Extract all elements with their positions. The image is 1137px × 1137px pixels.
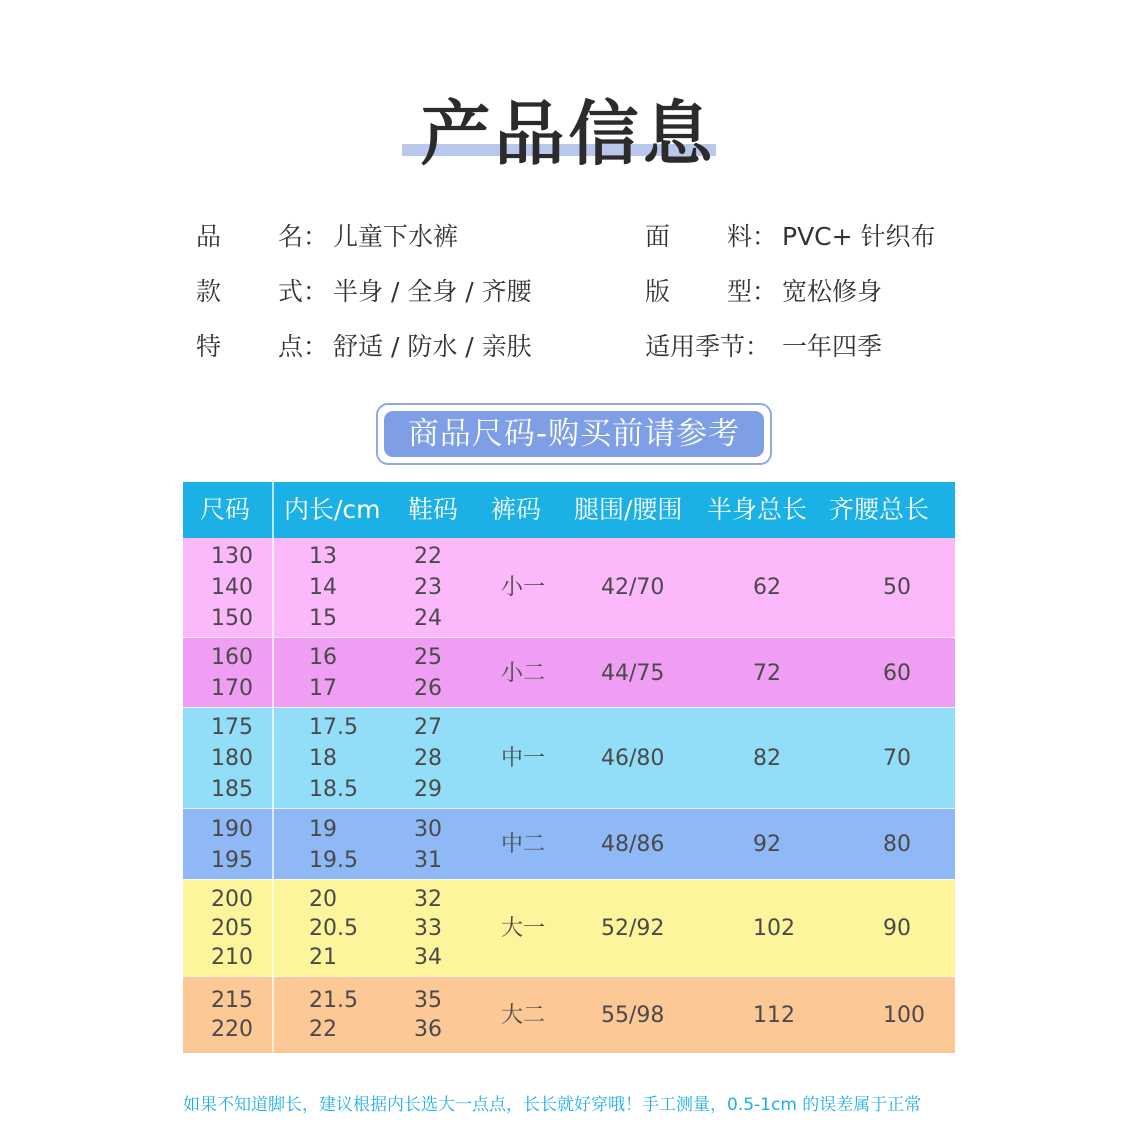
- half-length-value: 112: [753, 1002, 795, 1028]
- inner-length-value: 22: [309, 1017, 337, 1042]
- size-value: 220: [211, 1017, 253, 1042]
- spec-value: 宽松修身: [782, 277, 883, 306]
- inner-length-value: 17: [309, 676, 337, 701]
- inner-length-value: 19: [309, 816, 337, 842]
- size-value: 150: [211, 606, 253, 631]
- title-block: [0, 70, 1137, 175]
- shoe-size-value: 32: [414, 887, 442, 912]
- table-row-group: [183, 707, 955, 809]
- shoe-size-value: 34: [414, 945, 442, 970]
- spec-value: 半身 / 全身 / 齐腰: [333, 277, 532, 306]
- waist-length-value: 100: [883, 1002, 925, 1028]
- shoe-size-value: 29: [414, 777, 442, 802]
- table-row-group: [183, 538, 955, 637]
- leg-waist-value: 48/86: [601, 832, 665, 857]
- size-badge-label: 商品尺码-购买前请参考: [384, 411, 764, 457]
- inner-length-value: 20.5: [309, 916, 358, 941]
- size-value: 185: [211, 777, 253, 802]
- inner-length-value: 19.5: [309, 847, 358, 873]
- inner-length-value: 18.5: [309, 777, 358, 802]
- inner-length-value: 16: [309, 645, 337, 670]
- spec-label-a: 品: [196, 222, 222, 251]
- pants-size-value: 小二: [501, 660, 546, 686]
- size-value: 210: [211, 945, 253, 970]
- header-shoe-size: 鞋码: [408, 495, 459, 524]
- half-length-value: 102: [753, 916, 795, 941]
- spec-value: 一年四季: [782, 332, 883, 361]
- table-row-group: [183, 808, 955, 880]
- leg-waist-value: 46/80: [601, 746, 665, 771]
- inner-length-value: 21.5: [309, 988, 358, 1013]
- spec-label-a: 面: [645, 222, 671, 251]
- pants-size-value: 中二: [501, 832, 546, 857]
- shoe-size-value: 27: [414, 715, 442, 740]
- header-half-length: 半身总长: [707, 495, 808, 524]
- spec-label-b: 型：: [727, 277, 778, 306]
- size-value: 140: [211, 575, 253, 600]
- pants-size-value: 大一: [501, 916, 546, 941]
- size-value: 195: [211, 847, 253, 873]
- size-value: 160: [211, 645, 253, 670]
- spec-value: 舒适 / 防水 / 亲肤: [333, 332, 532, 361]
- header-size: 尺码: [200, 495, 251, 524]
- inner-length-value: 15: [309, 606, 337, 631]
- table-header: [183, 482, 955, 538]
- shoe-size-value: 30: [414, 816, 442, 842]
- page-title: 产品信息: [420, 93, 717, 175]
- spec-value: PVC+ 针织布: [782, 222, 936, 251]
- waist-length-value: 60: [883, 660, 911, 686]
- spec-label-b: 名：: [278, 222, 329, 251]
- leg-waist-value: 42/70: [601, 575, 665, 600]
- waist-length-value: 90: [883, 916, 911, 941]
- shoe-size-value: 31: [414, 847, 442, 873]
- shoe-size-value: 36: [414, 1017, 442, 1042]
- inner-length-value: 13: [309, 544, 337, 569]
- inner-length-value: 21: [309, 945, 337, 970]
- table-row-group: [183, 879, 955, 977]
- spec-label-a: 适用季节：: [645, 332, 771, 361]
- inner-length-value: 14: [309, 575, 337, 600]
- size-value: 130: [211, 544, 253, 569]
- half-length-value: 72: [753, 660, 781, 686]
- shoe-size-value: 23: [414, 575, 442, 600]
- pants-size-value: 小一: [501, 575, 546, 600]
- leg-waist-value: 44/75: [601, 660, 665, 686]
- header-pants-size: 裤码: [491, 495, 542, 524]
- size-value: 215: [211, 988, 253, 1013]
- shoe-size-value: 24: [414, 606, 442, 631]
- shoe-size-value: 22: [414, 544, 442, 569]
- size-table: [183, 482, 955, 1052]
- shoe-size-value: 28: [414, 746, 442, 771]
- pants-size-value: 中一: [501, 746, 546, 771]
- shoe-size-value: 25: [414, 645, 442, 670]
- size-value: 175: [211, 715, 253, 740]
- spec-label-a: 款: [196, 277, 222, 306]
- half-length-value: 82: [753, 746, 781, 771]
- waist-length-value: 50: [883, 575, 911, 600]
- leg-waist-value: 55/98: [601, 1002, 665, 1028]
- shoe-size-value: 35: [414, 988, 442, 1013]
- spec-value: 儿童下水裤: [333, 222, 459, 251]
- spec-label-b: 料：: [727, 222, 778, 251]
- half-length-value: 92: [753, 832, 781, 857]
- size-badge: [376, 403, 772, 465]
- shoe-size-value: 26: [414, 676, 442, 701]
- header-inner-length: 内长/cm: [284, 495, 381, 524]
- header-waist-length: 齐腰总长: [829, 495, 930, 524]
- waist-length-value: 70: [883, 746, 911, 771]
- half-length-value: 62: [753, 575, 781, 600]
- inner-length-value: 20: [309, 887, 337, 912]
- table-row-group: [183, 637, 955, 708]
- pants-size-value: 大二: [501, 1002, 546, 1028]
- size-value: 200: [211, 887, 253, 912]
- size-value: 170: [211, 676, 253, 701]
- table-row-group: [183, 976, 955, 1053]
- spec-label-b: 点：: [278, 332, 329, 361]
- size-value: 205: [211, 916, 253, 941]
- size-value: 180: [211, 746, 253, 771]
- inner-length-value: 18: [309, 746, 337, 771]
- spec-label-a: 版: [645, 277, 671, 306]
- shoe-size-value: 33: [414, 916, 442, 941]
- measurement-note: 如果不知道脚长，建议根据内长选大一点点，长长就好穿哦！手工测量，0.5-1cm 的误差属于正常: [183, 1095, 922, 1115]
- leg-waist-value: 52/92: [601, 916, 665, 941]
- size-value: 190: [211, 816, 253, 842]
- column-divider: [272, 482, 274, 1052]
- header-leg-waist: 腿围/腰围: [574, 495, 683, 524]
- spec-label-b: 式：: [278, 277, 329, 306]
- waist-length-value: 80: [883, 832, 911, 857]
- spec-label-a: 特: [196, 332, 222, 361]
- inner-length-value: 17.5: [309, 715, 358, 740]
